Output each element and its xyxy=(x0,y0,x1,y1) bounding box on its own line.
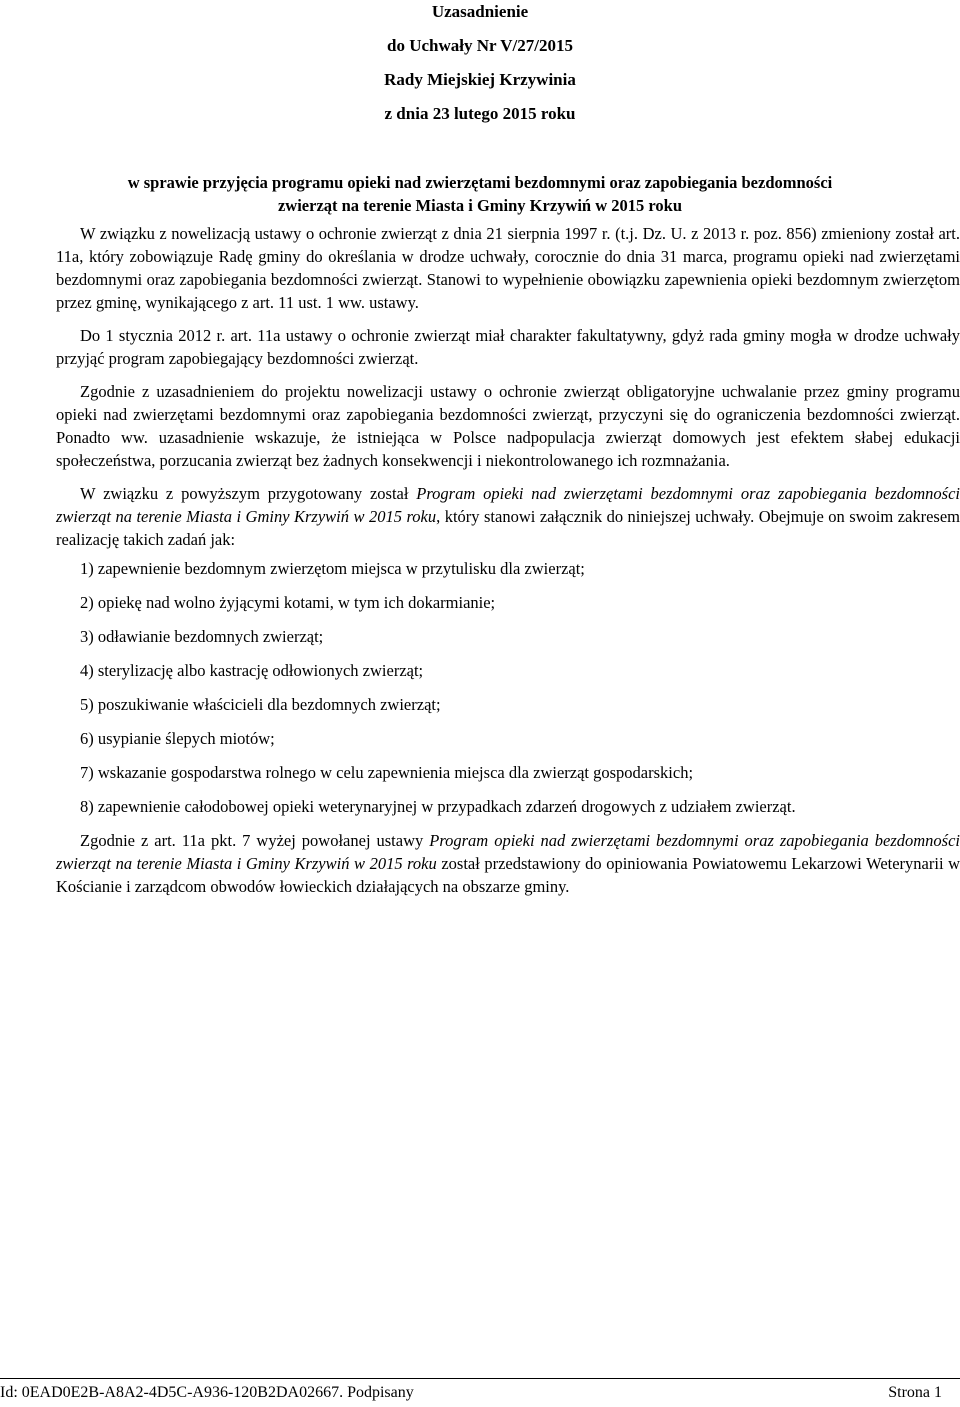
page-footer xyxy=(0,1378,960,1401)
paragraph-history: Do 1 stycznia 2012 r. art. 11a ustawy o ochronie zwierząt miał charakter fakultatywny, gdyż rada gminy mogła w drodze uchwały przyjąć program zapobiegający bezdomności zwierząt. xyxy=(56,326,960,368)
list-item: 2) opiekę nad wolno żyjącymi kotami, w tym ich dokarmianie; xyxy=(80,593,496,612)
title-block xyxy=(0,0,960,136)
list-item: 3) odławianie bezdomnych zwierząt; xyxy=(80,627,324,646)
council-name: Rady Miejskiej Krzywinia xyxy=(384,70,576,89)
paragraph-legal-basis: W związku z nowelizacją ustawy o ochronie zwierząt z dnia 21 sierpnia 1997 r. (t.j. Dz. U. z 2013 r. poz. 856) zmieniony został art. 11a, który zobowiązuje Radę gminy do określania w drodze uchwały, corocznie do dnia 31 marca, programu opieki nad zwierzętami bezdomnymi oraz zapobiegania bezdomności zwierząt. Stanowi to wypełnienie obowiązku zapewnienia opieki bezdomnym zwierzętom przez gminę, wynikającego z art. 11 ust. 1 ww. ustawy. xyxy=(56,224,960,312)
list-item: 7) wskazanie gospodarstwa rolnego w celu zapewnienia miejsca dla zwierząt gospodarskich; xyxy=(80,763,694,782)
program-intro-end: , który stanowi załącznik do niniejszej uchwały. Obejmuje on swoim zakresem realizację takich zadań jak: xyxy=(56,507,960,549)
title-heading: Uzasadnienie xyxy=(431,2,529,21)
list-item: 6) usypianie ślepych miotów; xyxy=(80,729,275,748)
list-item: 5) poszukiwanie właścicieli dla bezdomnych zwierząt; xyxy=(80,695,441,714)
page-number: Strona 1 xyxy=(888,1384,942,1401)
paragraph-consultation xyxy=(56,829,960,898)
resolution-date: z dnia 23 lutego 2015 roku xyxy=(384,104,576,123)
program-title-italic: Program opieki nad zwierzętami bezdomnymi oraz zapobiegania bezdomności zwierząt na terenie Miasta i Gminy Krzywiń w 2015 roku xyxy=(56,484,960,526)
resolution-number: do Uchwały Nr V/27/2015 xyxy=(387,36,573,55)
consultation-start: Zgodnie z art. 11a pkt. 7 wyżej powołanej ustawy xyxy=(80,831,430,850)
paragraph-program-intro xyxy=(56,482,960,551)
program-title-italic: Program opieki nad zwierzętami bezdomnymi oraz zapobiegania bezdomności zwierząt na terenie Miasta i Gminy Krzywiń w 2015 roku xyxy=(56,831,960,873)
document-id: Id: 0EAD0E2B-A8A2-4D5C-A936-120B2DA02667. Podpisany xyxy=(0,1384,414,1401)
subject-line-2: zwierząt na terenie Miasta i Gminy Krzywiń w 2015 roku xyxy=(277,196,683,215)
list-item: 4) sterylizację albo kastrację odłowionych zwierząt; xyxy=(80,661,424,680)
list-item: 8) zapewnienie całodobowej opieki weterynaryjnej w przypadkach zdarzeń drogowych z udziałem zwierząt. xyxy=(80,797,796,816)
document-body xyxy=(56,222,960,898)
program-intro-start: W związku z powyższym przygotowany został xyxy=(80,484,417,503)
consultation-end: został przedstawiony do opiniowania Powiatowemu Lekarzowi Weterynarii w Kościanie i zarządcom obwodów łowieckich działających na obszarze gminy. xyxy=(56,854,960,896)
paragraph-justification: Zgodnie z uzasadnieniem do projektu nowelizacji ustawy o ochronie zwierząt obligatoryjne uchwalanie przez gminy programu opieki nad zwierzętami bezdomnymi oraz zapobiegania bezdomności zwierząt, przyczyni się do ograniczenia bezdomności zwierząt. Ponadto ww. uzasadnienie wskazuje, że istniejąca w Polsce nadpopulacja zwierząt domowych jest efektem słabej edukacji społeczeństwa, porzucania zwierząt bez żadnych konsekwencji i niekontrolowanego ich rozmnażania. xyxy=(56,382,960,470)
resolution-subject xyxy=(56,171,904,217)
list-item: 1) zapewnienie bezdomnym zwierzętom miejsca w przytulisku dla zwierząt; xyxy=(80,559,585,578)
subject-line-1: w sprawie przyjęcia programu opieki nad zwierzętami bezdomnymi oraz zapobiegania bezdomności xyxy=(127,173,833,192)
task-list xyxy=(56,557,960,829)
